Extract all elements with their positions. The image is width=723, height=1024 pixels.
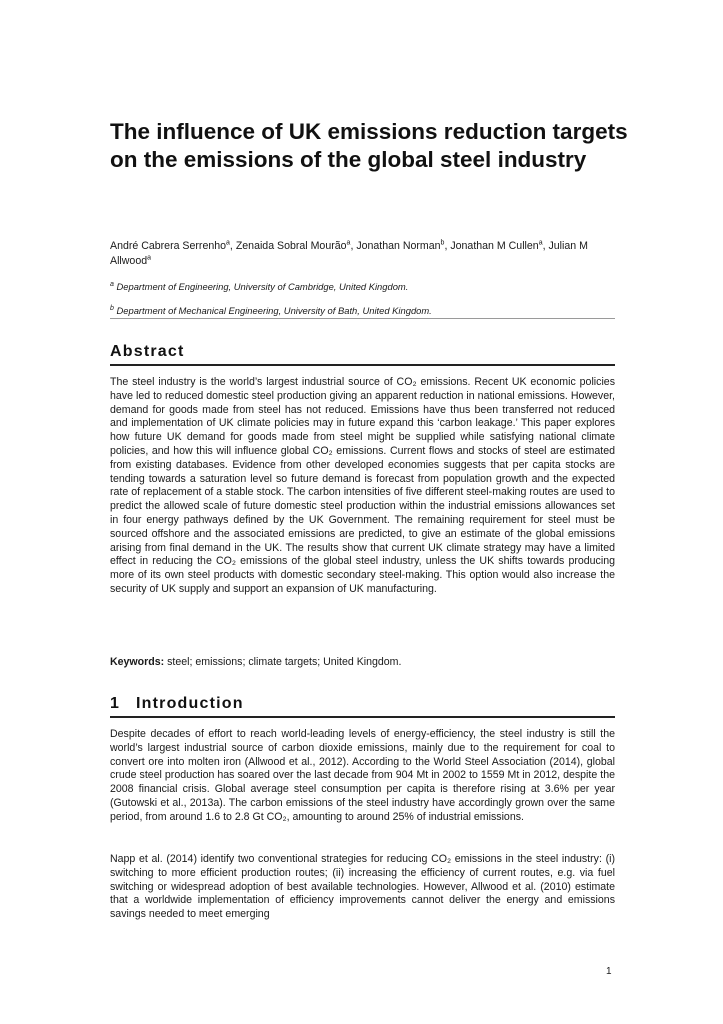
author-name: Zenaida Sobral Mourão (235, 240, 347, 252)
keywords-text: steel; emissions; climate targets; United Kingdom. (164, 656, 402, 668)
affiliation-marker: a (226, 239, 230, 247)
affiliation-marker: a (538, 239, 543, 247)
keywords-label: Keywords: (110, 656, 165, 668)
author-name: Jonathan M Cullen (450, 240, 539, 252)
author-name: Julian M Allwood (110, 240, 588, 267)
header-divider (110, 318, 615, 319)
introduction-heading-rule (110, 716, 615, 718)
author-list: André Cabrera Serrenho$^a$, Zenaida Sobral Mourão$^a$, Jonathan Norman$^b$, Jonathan M Cullen$^a$, Julian M Allwood$^a$ (110, 239, 588, 267)
page-number: 1 (606, 966, 612, 977)
section-title: Introduction (136, 695, 244, 712)
keywords-line (110, 656, 615, 670)
introduction-paragraph-1: Despite decades of effort to reach world-leading levels of energy-efficiency, the steel industry is still the world’s largest industrial source of carbon dioxide emissions, mainly due to the requirement for coal to convert ore into molten iron (Allwood et al., 2012). According to the World Steel Association (2014), global crude steel production has soared over the last decade from 904 Mt in 2002 to 1559 Mt in 2012, despite the 2008 financial crisis. Global average steel consumption per capita is therefore rising at 3.6% per year (Gutowski et al., 2013a). The carbon emissions of the steel industry have accordingly grown over the same period, from around 1.6 to 2.8 Gt CO₂, amounting to around 25% of industrial emissions. (110, 728, 615, 823)
affiliation-a: $^a$ Department of Engineering, University of Cambridge, United Kingdom. (110, 280, 409, 292)
author-name: Jonathan Norman (356, 240, 441, 252)
affiliation-marker: b (440, 239, 445, 247)
section-number: 1 (110, 695, 121, 712)
introduction-heading (110, 695, 244, 713)
abstract-heading-rule (110, 364, 615, 366)
affiliation-b: $^b$ Department of Mechanical Engineering, University of Bath, United Kingdom. (110, 304, 432, 316)
paper-title: The influence of UK emissions reduction targets on the emissions of the global steel industry (110, 119, 628, 172)
affiliation-marker: a (147, 254, 152, 262)
introduction-paragraph-2: Napp et al. (2014) identify two conventional strategies for reducing CO₂ emissions in the steel industry: (i) switching to more efficient production routes; (ii) increasing the efficiency of current routes, e.g. via fuel switching or widespread adoption of best available technologies. However, Allwood et al. (2010) estimate that a worldwide implementation of efficiency improvements cannot deliver the energy and emissions savings needed to meet emerging (110, 853, 615, 921)
abstract-heading: Abstract (110, 343, 185, 360)
abstract-paragraph: The steel industry is the world’s largest industrial source of CO₂ emissions. Recent UK economic policies have led to reduced domestic steel production giving an apparent reduction in national emissions. However, demand for goods made from steel has not reduced. Emissions have thus been transferred not reduced and implementation of UK climate policies may in future expand this ‘carbon leakage.’ This paper explores how future UK demand for goods made from steel might be supplied while satisfying national climate policies, and how this will influence global CO₂ emissions. Current flows and stocks of steel are estimated from existing databases. Evidence from other developed economies suggests that per capita stocks are tending towards a saturation level so future demand is forecast from population growth and the expected rate of replacement of a stable stock. The carbon intensities of five different steel-making routes are used to predict the allowed scale of future domestic steel production within the industrial emissions allowances set in four energy pathways defined by the UK Government. The remaining requirement for steel must be sourced offshore and the associated emissions are predicted, to give an estimate of the global emissions arising from final demand in the UK. The results show that current UK climate strategy may have a limited effect in reducing the CO₂ emissions of the global steel industry, unless the UK shifts towards producing more of its own steel products with domestic secondary steel-making. This option would also increase the security of UK supply and support an expansion of UK manufacturing. (110, 376, 615, 595)
affiliation-marker: a (346, 239, 351, 247)
author-name: André Cabrera Serrenho (110, 240, 227, 252)
